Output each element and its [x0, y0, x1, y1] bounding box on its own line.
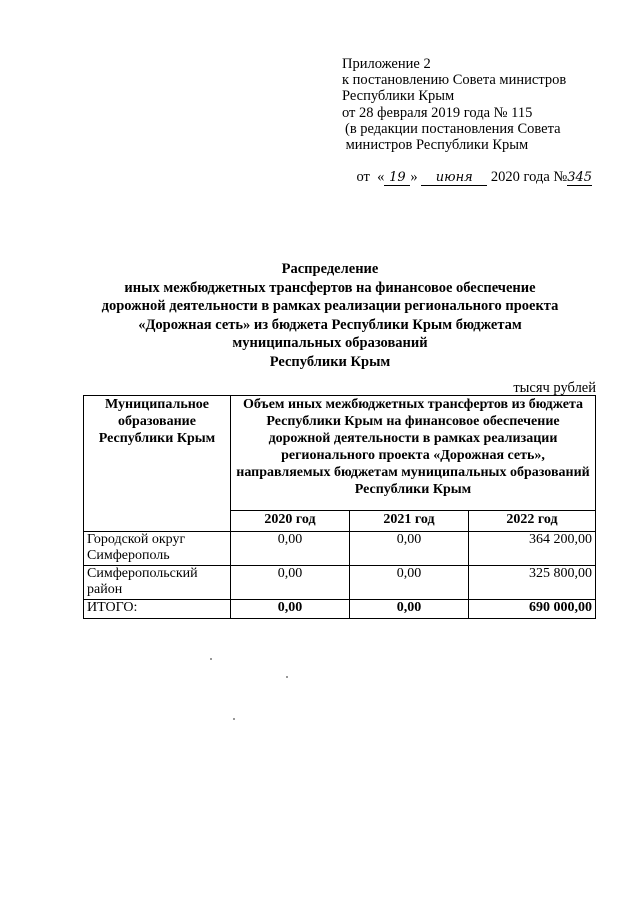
- scan-speck: [210, 658, 212, 660]
- title-line: дорожной деятельности в рамках реализации регионального проекта: [101, 298, 559, 315]
- appendix-header: [342, 56, 592, 203]
- municipality-name: Симферопольский район: [84, 565, 231, 599]
- header-line: (в редакции постановления Совета: [345, 120, 561, 137]
- handwritten-day: 19: [384, 171, 410, 186]
- header-line: министров Республики Крым: [342, 137, 529, 154]
- total-2020: 0,00: [231, 599, 350, 618]
- unit-label: тысяч рублей: [513, 380, 596, 396]
- document-title: [60, 260, 600, 372]
- year-header-2020: 2020 год: [231, 511, 350, 532]
- value-2021: 0,00: [350, 532, 469, 566]
- scan-speck: [233, 718, 235, 720]
- date-line: [342, 153, 592, 202]
- date-year: 2020 года №: [490, 169, 568, 186]
- header-line: Приложение 2: [342, 56, 431, 72]
- header-line: от 28 февраля 2019 года № 115: [342, 104, 533, 121]
- handwritten-number: 345: [567, 170, 593, 186]
- date-prefix: от «: [356, 169, 385, 186]
- total-row: [84, 599, 596, 618]
- title-line: Распределение: [281, 261, 379, 277]
- total-label: ИТОГО:: [84, 599, 231, 618]
- value-2020: 0,00: [231, 532, 350, 566]
- year-header-2021: 2021 год: [350, 511, 469, 532]
- value-2022: 364 200,00: [469, 532, 596, 566]
- transfer-table: [83, 395, 596, 619]
- municipality-header: Муниципальное образование Республики Крым: [84, 396, 231, 532]
- table-row: [84, 565, 596, 599]
- title-line: «Дорожная сеть» из бюджета Республики Крым бюджетам: [138, 316, 522, 333]
- year-header-2022: 2022 год: [469, 511, 596, 532]
- handwritten-month: июня: [421, 171, 487, 186]
- header-line: Республики Крым: [342, 88, 455, 105]
- table-row: [84, 532, 596, 566]
- value-2021: 0,00: [350, 565, 469, 599]
- title-line: иных межбюджетных трансфертов на финансовое обеспечение: [124, 279, 536, 296]
- total-2022: 690 000,00: [469, 599, 596, 618]
- date-mid: »: [410, 169, 418, 186]
- title-line: Республики Крым: [269, 353, 391, 370]
- value-2020: 0,00: [231, 565, 350, 599]
- title-line: муниципальных образований: [232, 335, 428, 352]
- header-line: к постановлению Совета министров: [342, 72, 567, 89]
- total-2021: 0,00: [350, 599, 469, 618]
- value-2022: 325 800,00: [469, 565, 596, 599]
- volume-header: Объем иных межбюджетных трансфертов из бюджета Республики Крым на финансовое обеспечение дорожной деятельности в рамках реализации регионального проекта «Дорожная сеть», направляемых бюджетам муниципальных образований Республики Крым: [231, 396, 596, 511]
- municipality-name: Городской округ Симферополь: [84, 532, 231, 566]
- scan-speck: [286, 676, 288, 678]
